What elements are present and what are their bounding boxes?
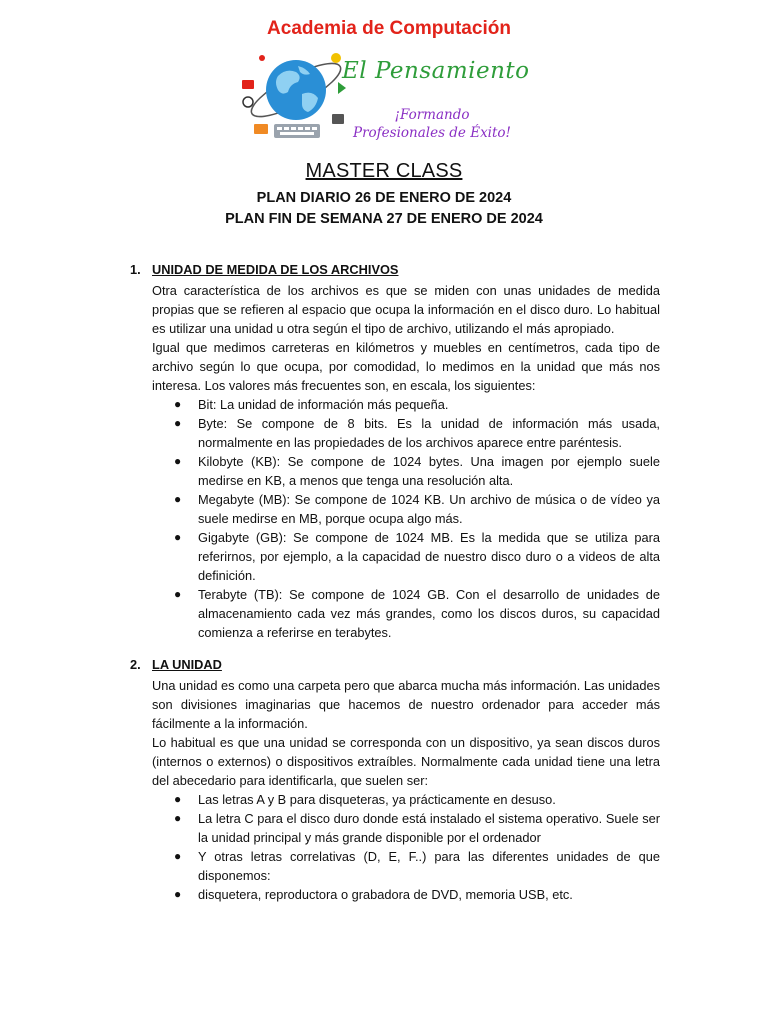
units-list (0, 395, 768, 642)
page-title: MASTER CLASS (305, 160, 463, 182)
section-number: 2. (130, 657, 141, 672)
plan-weekend-subtitle: PLAN FIN DE SEMANA 27 DE ENERO DE 2024 (225, 211, 543, 227)
paragraph: Una unidad es como una carpeta pero que abarca mucha más información. Las unidades son divisiones imaginarias que hacemos de nuestro ordenador para acceder más fácilmente a la información. (152, 678, 660, 731)
list-item: ● Megabyte (MB): Se compone de 1024 KB. Un archivo de música o de vídeo ya suele medirse en MB, porque ocupa algo más. (174, 492, 660, 526)
bullet-icon: ● (174, 792, 182, 806)
section-title: UNIDAD DE MEDIDA DE LOS ARCHIVOS (152, 262, 399, 277)
logo-slogan: ¡Formando Profesionales de Éxito! (353, 107, 511, 141)
list-item: ● Bit: La unidad de información más pequeña. (174, 397, 449, 412)
logo-title: Academia de Computación (267, 18, 511, 39)
list-item: ● Kilobyte (KB): Se compone de 1024 bytes. Una imagen por ejemplo suele medirse en KB, a menos que tenga una resolución alta. (174, 454, 660, 488)
list-item: ● Byte: Se compone de 8 bits. Es la unidad de información más usada, normalmente en las propiedades de los archivos aparece entre paréntesis. (174, 416, 660, 450)
bullet-icon: ● (174, 397, 182, 411)
bullet-icon: ● (174, 530, 182, 544)
bullet-icon: ● (174, 849, 182, 863)
globe-tech-icon (240, 40, 350, 148)
bullet-icon: ● (174, 454, 182, 468)
list-item: ● Las letras A y B para disqueteras, ya prácticamente en desuso. (174, 792, 556, 807)
section-heading (0, 262, 768, 281)
section-number: 1. (130, 262, 141, 277)
bullet-icon: ● (174, 416, 182, 430)
section-title: LA UNIDAD (152, 657, 222, 672)
academy-logo (240, 12, 530, 148)
list-item: ● Gigabyte (GB): Se compone de 1024 MB. Es la medida que se utiliza para referirnos, por ejemplo, a la capacidad de nuestro disco duro o a videos de alta definición. (174, 530, 660, 583)
paragraph: Igual que medimos carreteras en kilómetros y muebles en centímetros, cada tipo de archivo según lo que ocupa, por comodidad, lo medimos en la unidad que más nos interesa. Los valores más frecuentes son, en escala, los siguientes: (152, 340, 660, 393)
section-drive-unit (0, 657, 768, 904)
list-item: ● Y otras letras correlativas (D, E, F..) para las diferentes unidades de que disponemos: (174, 849, 660, 883)
paragraph: Otra característica de los archivos es que se miden con unas unidades de medida propias que se refieren al espacio que ocupa la información en el disco duro. Lo habitual es utilizar una unidad u otra según el tipo de archivo, utilizando el más apropiado. (152, 283, 660, 336)
bullet-icon: ● (174, 811, 182, 825)
plan-daily-subtitle: PLAN DIARIO 26 DE ENERO DE 2024 (256, 190, 512, 206)
list-item: ● disquetera, reproductora o grabadora de DVD, memoria USB, etc. (174, 887, 573, 902)
bullet-icon: ● (174, 587, 182, 601)
logo-name: El Pensamiento (342, 58, 530, 84)
paragraph: Lo habitual es que una unidad se corresponda con un dispositivo, ya sean discos duros (internos o externos) o dispositivos extraíbles. Normalmente cada unidad tiene una letra del abecedario para identificarla, que suelen ser: (152, 735, 660, 788)
section-heading (0, 657, 768, 676)
bullet-icon: ● (174, 887, 182, 901)
section-file-units (0, 262, 768, 642)
bullet-icon: ● (174, 492, 182, 506)
drive-letters-list (0, 790, 768, 904)
list-item: ● La letra C para el disco duro donde está instalado el sistema operativo. Suele ser la unidad principal y más grande disponible por el ordenador (174, 811, 660, 845)
list-item: ● Terabyte (TB): Se compone de 1024 GB. Con el desarrollo de unidades de almacenamiento cada vez más grandes, como los discos duros, su capacidad comienza a referirse en terabytes. (174, 587, 660, 640)
